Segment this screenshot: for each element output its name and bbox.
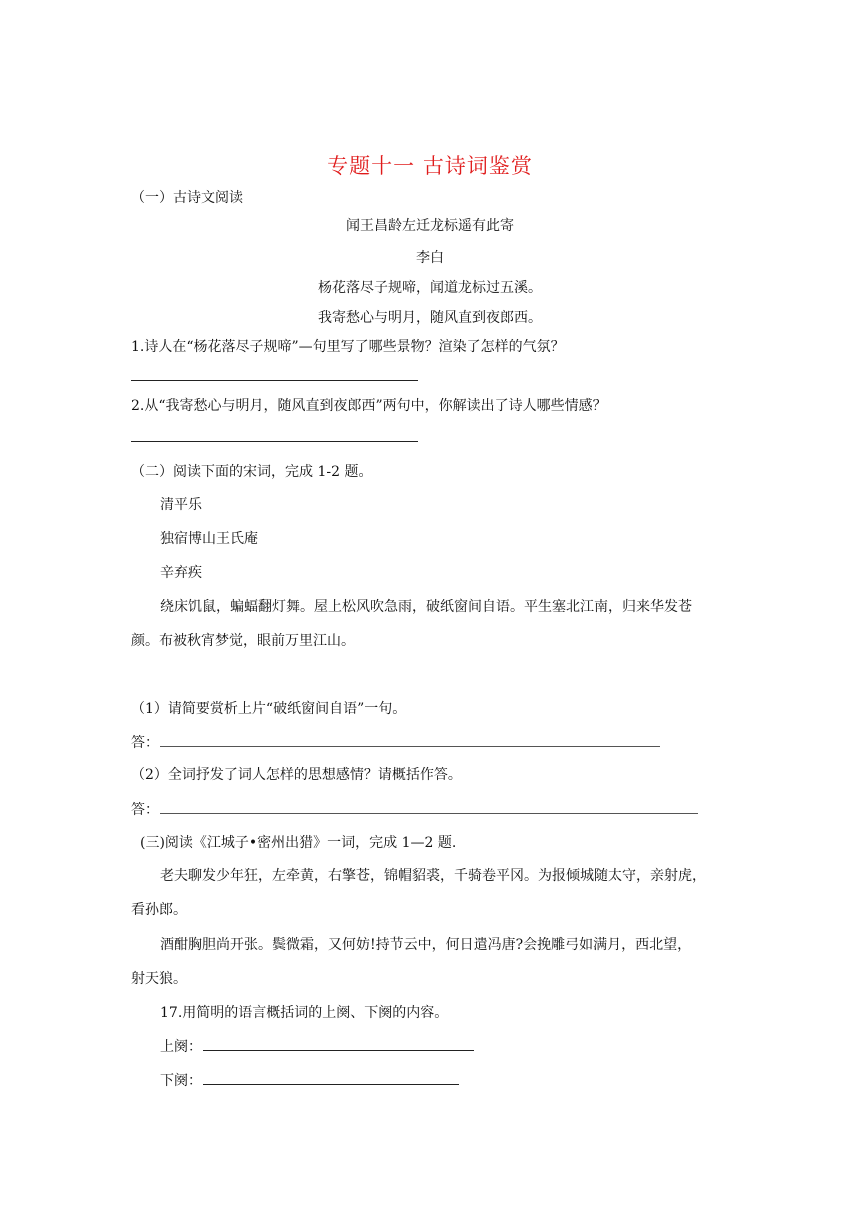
ci-text: 颜。布被秋宵梦觉，眼前万里江山。 [131, 633, 355, 649]
poem-title: 闻王昌龄左迁龙标遥有此寄 [346, 218, 514, 234]
answer-line [131, 380, 418, 381]
lower-label: 下阕： [160, 1073, 202, 1089]
ci-text: 射天狼。 [131, 971, 187, 987]
poem-author: 李白 [416, 250, 444, 266]
question-2-2: （2）全词抒发了词人怎样的思想感情？请概括作答。 [131, 767, 462, 783]
answer-line [131, 441, 418, 442]
ci-text: 老夫聊发少年狂，左牵黄，右擎苍，锦帽貂裘，千骑卷平冈。为报倾城随太守，亲射虎， [160, 868, 706, 884]
question-2-1: （1）请简要赏析上片“破纸窗间自语”一句。 [131, 701, 407, 717]
ci-pai-name: 清平乐 [160, 497, 202, 513]
question-2: 2.从“我寄愁心与明月，随风直到夜郎西”两句中，你解读出了诗人哪些情感？ [131, 398, 607, 414]
poem-line: 杨花落尽子规啼，闻道龙标过五溪。 [318, 280, 542, 296]
answer-line [203, 1050, 474, 1051]
answer-line [160, 813, 698, 814]
section3-heading: (三)阅读《江城子•密州出猎》一词，完成 1—2 题. [140, 835, 457, 851]
page-title: 专题十一 古诗词鉴赏 [327, 154, 533, 178]
section1-heading: （一）古诗文阅读 [131, 190, 243, 206]
question-1: 1.诗人在“杨花落尽子规啼”—句里写了哪些景物？渲染了怎样的气氛？ [131, 339, 565, 355]
answer-line [160, 746, 660, 747]
ci-author: 辛弃疾 [160, 565, 202, 581]
question-17: 17.用简明的语言概括词的上阕、下阕的内容。 [160, 1005, 449, 1021]
answer-label: 答： [131, 735, 159, 751]
answer-line [203, 1084, 459, 1085]
answer-label: 答： [131, 802, 159, 818]
upper-label: 上阕： [160, 1039, 202, 1055]
section2-heading: （二）阅读下面的宋词，完成 1-2 题。 [131, 464, 373, 480]
ci-text: 酒酣胸胆尚开张。鬓微霜，又何妨!持节云中，何日遣冯唐?会挽雕弓如满月，西北望， [160, 937, 692, 953]
ci-text: 看孙郎。 [131, 902, 187, 918]
ci-text: 绕床饥鼠，蝙蝠翻灯舞。屋上松风吹急雨，破纸窗间自语。平生塞北江南，归来华发苍 [160, 599, 692, 615]
poem-line: 我寄愁心与明月，随风直到夜郎西。 [318, 310, 542, 326]
ci-title: 独宿博山王氏庵 [160, 531, 258, 547]
